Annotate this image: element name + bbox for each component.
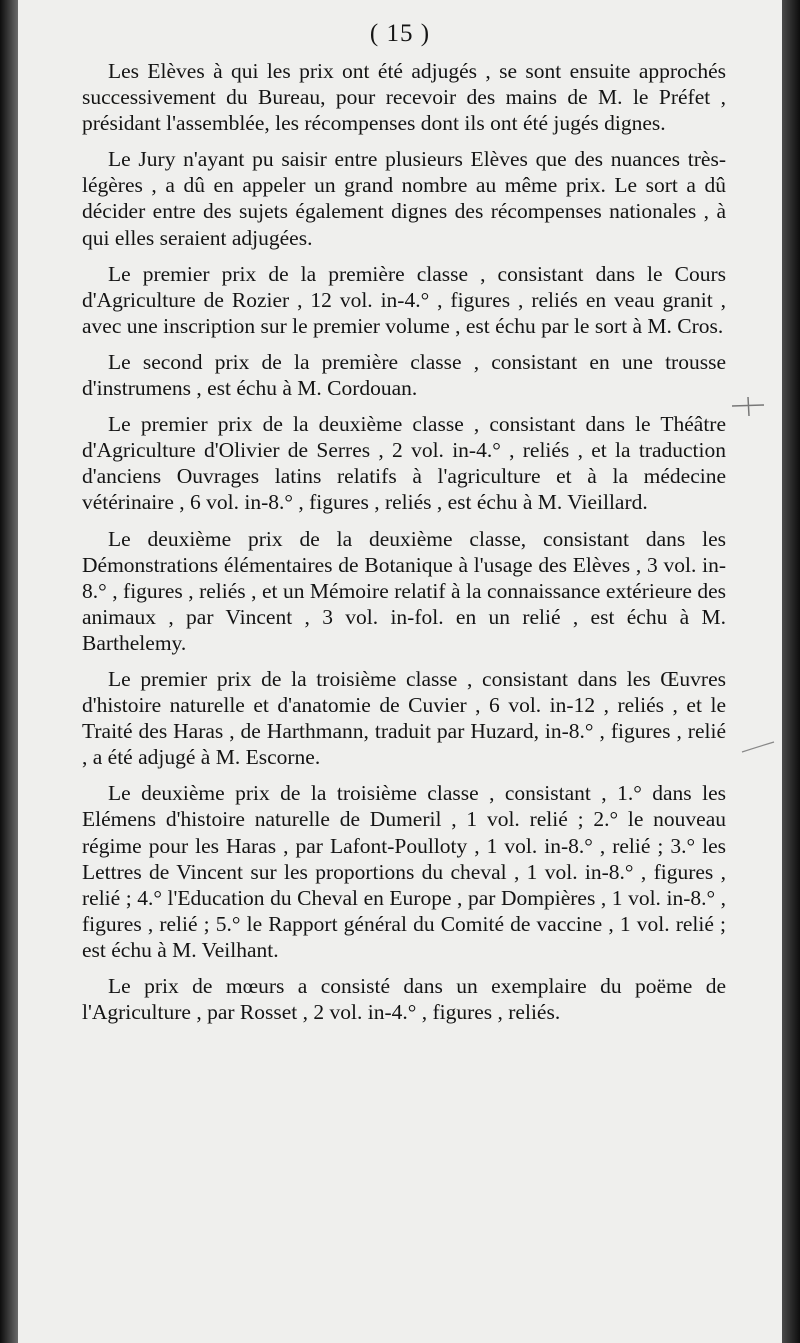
body-text	[82, 58, 726, 1035]
page-edge-right	[782, 0, 800, 1343]
paragraph-first-class-first-prize: Le premier prix de la première classe , consistant dans le Cours d'Agriculture de Rozier , 12 vol. in-4.° , figures , reliés en veau granit , avec une inscription sur le premier volume , est échu par le sort à M. Cros.	[82, 261, 726, 338]
paragraph-second-class-first-prize: Le premier prix de la deuxième classe , consistant dans le Théâtre d'Agriculture d'Olivier de Serres , 2 vol. in-4.° , reliés , et la traduction d'anciens Ouvrages latins relatifs à l'agriculture et à la médecine vétérinaire , 6 vol. in-8.° , figures , reliés , est échu à M. Vieillard.	[82, 412, 726, 515]
paragraph-jury-lots: Le Jury n'ayant pu saisir entre plusieurs Elèves que des nuances très-légères , a dû en appeler un grand nombre au même prix. Le sort a dû décider entre des sujets également dignes des récompenses nationales , à qui elles seraient adjugées.	[82, 147, 726, 250]
pen-mark-cross	[730, 394, 766, 418]
document-page	[18, 0, 782, 1343]
pen-mark-stroke	[740, 738, 776, 758]
paragraph-third-class-second-prize: Le deuxième prix de la troisième classe , consistant , 1.° dans les Elémens d'histoire naturelle de Dumeril , 1 vol. relié ; 2.° le nouveau régime pour les Haras , par Lafont-Poulloty , 1 vol. in-8.° , relié ; 3.° les Lettres de Vincent sur les proportions du cheval , 1 vol. in-8.° , figures , relié ; 4.° l'Education du Cheval en Europe , par Dompières , 1 vol. in-8.° , figures , relié ; 5.° le Rapport général du Comité de vaccine , 1 vol. relié ; est échu à M. Veilhant.	[82, 781, 726, 962]
page-number: ( 15 )	[369, 20, 431, 47]
paragraph-second-class-second-prize: Le deuxième prix de la deuxième classe, consistant dans les Démonstrations élémentaires de Botanique à l'usage des Elèves , 3 vol. in-8.° , figures , reliés , et un Mémoire relatif à la connaissance extérieure des animaux , par Vincent , 3 vol. in-fol. en un relié , est échu à M. Barthelemy.	[82, 526, 726, 655]
paragraph-third-class-first-prize: Le premier prix de la troisième classe , consistant dans les Œuvres d'histoire naturelle et d'anatomie de Cuvier , 6 vol. in-12 , reliés , et le Traité des Haras , de Harthmann, traduit par Huzard, in-8.° , figures , relié , a été adjugé à M. Escorne.	[82, 666, 726, 770]
paragraph-award-ceremony: Les Elèves à qui les prix ont été adjugés , se sont ensuite approchés successivement du Bureau, pour recevoir des mains de M. le Préfet , présidant l'assemblée, les récompenses dont ils ont été jugés dignes.	[82, 59, 726, 136]
paragraph-first-class-second-prize: Le second prix de la première classe , consistant en une trousse d'instrumens , est échu à M. Cordouan.	[82, 349, 726, 401]
paragraph-morals-prize: Le prix de mœurs a consisté dans un exemplaire du poëme de l'Agriculture , par Rosset , 2 vol. in-4.° , figures , reliés.	[82, 974, 726, 1025]
page-edge-left	[0, 0, 18, 1343]
